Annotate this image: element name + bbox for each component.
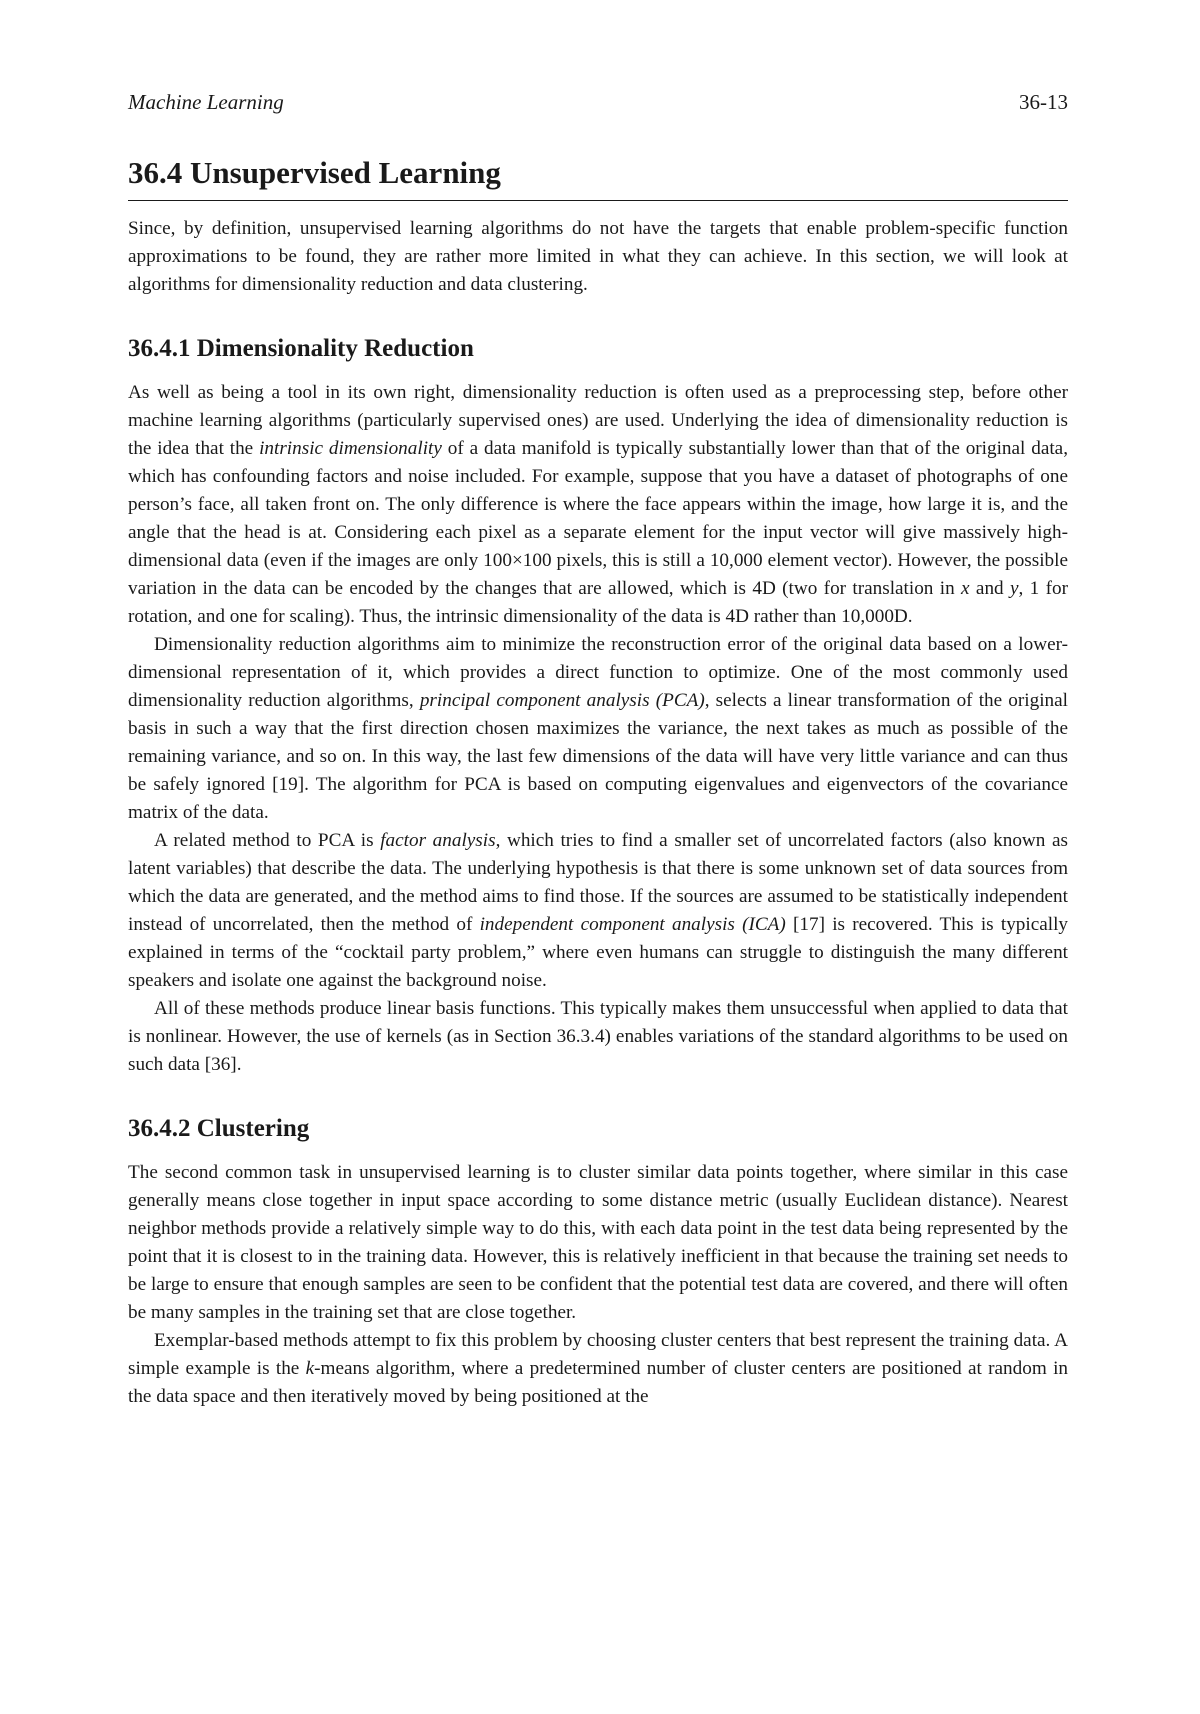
text-run: , 1 for rotation, and one for scaling). Thus, the intrinsic dimensionality of the data is 4D rather than 10,000D. bbox=[128, 578, 1069, 627]
section-title: 36.4 Unsupervised Learning bbox=[128, 154, 1068, 201]
text-run: Exemplar-based methods attempt to fix this problem by choosing cluster centers that best represent the training data. A simple example is the bbox=[128, 1330, 1068, 1379]
text-run: , which tries to find a smaller set of uncorrelated factors (also known as latent variables) that describe the data. The underlying hypothesis is that there is some unknown set of data sources from which the data are generated, and the method aims to find those. If the sources are assumed to be statistically independent instead of uncorrelated, then the method of bbox=[128, 830, 1068, 935]
paragraph bbox=[128, 827, 1068, 995]
paragraph: All of these methods produce linear basis functions. This typically makes them unsuccessful when applied to data that is nonlinear. However, the use of kernels (as in Section 36.3.4) enables variations of the standard algorithms to be used on such data [36]. bbox=[128, 998, 1068, 1075]
text-run: of a data manifold is typically substantially lower than that of the original data, which has confounding factors and noise included. For example, suppose that you have a dataset of photographs of one person’s face, all taken front on. The only difference is where the face appears within the image, how large it is, and the angle that the head is at. Considering each pixel as a separate element for the input vector will give massively high-dimensional data (even if the images are only 100×100 pixels, this is still a 10,000 element vector). However, the possible variation in the data can be encoded by the changes that are allowed, which is 4D (two for translation in bbox=[128, 438, 1068, 599]
paragraph bbox=[128, 631, 1068, 827]
emphasis: factor analysis bbox=[380, 830, 496, 851]
text-run: Dimensionality reduction algorithms aim to minimize the reconstruction error of the original data based on a lower-dimensional representation of it, which provides a direct function to optimize. One of the most commonly used dimensionality reduction algorithms, bbox=[128, 634, 1068, 711]
running-title: Machine Learning bbox=[128, 90, 284, 114]
section-intro: Since, by definition, unsupervised learning algorithms do not have the targets that enable problem-specific function approximations to be found, they are rather more limited in what they can achieve. In this section, we will look at algorithms for dimensionality reduction and data clustering. bbox=[128, 218, 1068, 295]
subsection-title-clustering: 36.4.2 Clustering bbox=[128, 1115, 310, 1142]
text-run: [17] is recovered. This is typically explained in terms of the “cocktail party problem,” where even humans can struggle to distinguish the many different speakers and isolate one against the background noise. bbox=[128, 914, 1069, 991]
emphasis: k bbox=[305, 1358, 315, 1379]
paragraph bbox=[128, 1327, 1068, 1411]
page bbox=[128, 90, 1068, 1411]
emphasis: x bbox=[961, 578, 970, 599]
emphasis: intrinsic dimensionality bbox=[259, 438, 442, 459]
paragraph: The second common task in unsupervised learning is to cluster similar data points together, where similar in this case generally means close together in input space according to some distance metric (usually Euclidean distance). Nearest neighbor methods provide a relatively simple way to do this, with each data point in the test data being represented by the point that it is closest to in the training data. However, this is relatively inefficient in that because the training set needs to be large to ensure that enough samples are seen to be confident that the potential test data are covered, and there will often be many samples in the training set that are close together. bbox=[128, 1162, 1068, 1323]
page-number: 36-13 bbox=[1019, 90, 1068, 114]
text-run: and bbox=[969, 578, 1010, 599]
text-run: A related method to PCA is bbox=[154, 830, 381, 851]
emphasis: independent component analysis (ICA) bbox=[479, 914, 786, 935]
text-run: , selects a linear transformation of the original basis in such a way that the first direction chosen maximizes the variance, the next takes as much as possible of the remaining variance, and so on. In this way, the last few dimensions of the data will have very little variance and can thus be safely ignored [19]. The algorithm for PCA is based on computing eigenvalues and eigenvectors of the covariance matrix of the data. bbox=[128, 690, 1068, 823]
text-run: -means algorithm, where a predetermined number of cluster centers are positioned at random in the data space and then iteratively moved by being positioned at the bbox=[128, 1358, 1068, 1407]
emphasis: y bbox=[1010, 578, 1019, 599]
paragraph bbox=[128, 379, 1068, 631]
text-run: As well as being a tool in its own right, dimensionality reduction is often used as a preprocessing step, before other machine learning algorithms (particularly supervised ones) are used. Underlying the idea of dimensionality reduction is the idea that the bbox=[128, 382, 1068, 459]
running-header bbox=[128, 90, 1068, 118]
subsection-title-dimensionality-reduction: 36.4.1 Dimensionality Reduction bbox=[128, 335, 474, 362]
emphasis: principal component analysis (PCA) bbox=[419, 690, 705, 711]
